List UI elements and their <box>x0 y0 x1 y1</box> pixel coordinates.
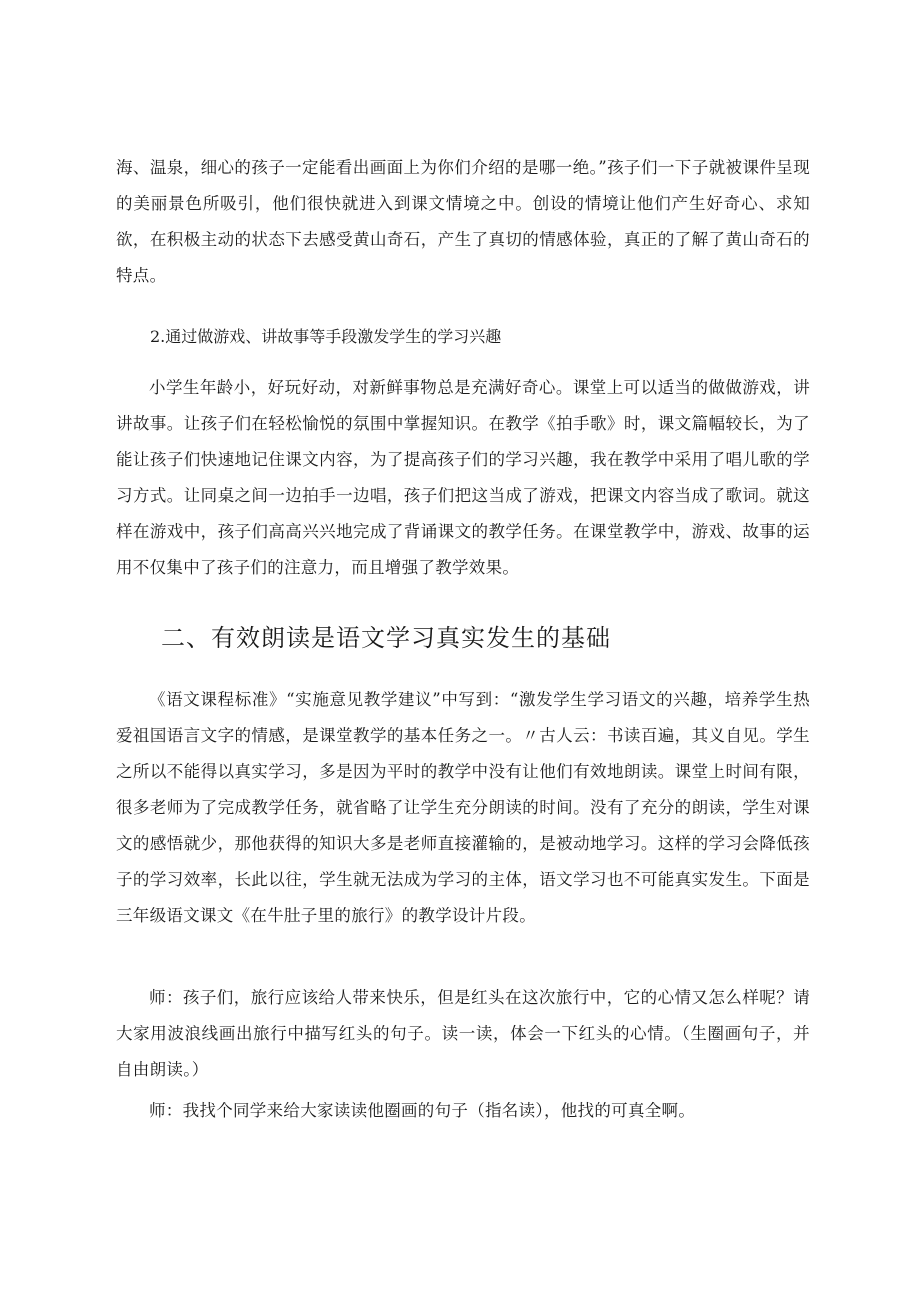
paragraph-teacher-comment: 师：我找个同学来给大家读读他圈画的句子（指名读），他找的可真全啊。 <box>149 1101 696 1120</box>
paragraph-curriculum-standard: 《语文课程标准》“实施意见教学建议”中写到：“激发学生学习语文的兴趣，培养学生热爱祖国语言文字的情感，是课堂教学的基本任务之一。〃古人云：书读百遍，其义自见。学生之所以不能得以真实学习，多是因为平时的教学中没有让他们有效地朗读。课堂上时间有限，很多老师为了完成教学任务，就省略了让学生充分朗读的时间。没有了充分的朗读，学生对课文的感悟就少，那他获得的知识大多是老师直接灌输的，是被动地学习。这样的学习会降低孩子的学习效率，长此以往，学生就无法成为学习的主体，语文学习也不可能真实发生。下面是三年级语文课文《在牛肚子里的旅行》的教学设计片段。 <box>116 690 810 925</box>
paragraph-teacher-question: 师：孩子们，旅行应该给人带来快乐，但是红头在这次旅行中，它的心情又怎么样呢？请大家用波浪线画出旅行中描写红头的句子。读一读，体会一下红头的心情。（生圈画句子，并自由朗读。） <box>116 988 810 1079</box>
subheading-games-stories: 2.通过做游戏、讲故事等手段激发学生的学习兴趣 <box>150 327 502 346</box>
paragraph-games-stories: 小学生年龄小，好玩好动，对新鲜事物总是充满好奇心。课堂上可以适当的做做游戏，讲讲故事。让孩子们在轻松愉悦的氛围中掌握知识。在教学《拍手歌》时，课文篇幅较长，为了能让孩子们快速地记住课文内容，为了提高孩子们的学习兴趣，我在教学中采用了唱儿歌的学习方式。让同桌之间一边拍手一边唱，孩子们把这当成了游戏，把课文内容当成了歌词。就这样在游戏中，孩子们高高兴兴地完成了背诵课文的教学任务。在课堂教学中，游戏、故事的运用不仅集中了孩子们的注意力，而且增强了教学效果。 <box>116 378 810 577</box>
section-heading-effective-reading: 二、有效朗读是语文学习真实发生的基础 <box>161 624 611 652</box>
paragraph-huangshan-continuation: 海、温泉，细心的孩子一定能看出画面上为你们介绍的是哪一绝。”孩子们一下子就被课件呈现的美丽景色所吸引，他们很快就进入到课文情境之中。创设的情境让他们产生好奇心、求知欲，在积极主动的状态下去感受黄山奇石，产生了真切的情感体验，真正的了解了黄山奇石的特点。 <box>116 158 810 285</box>
